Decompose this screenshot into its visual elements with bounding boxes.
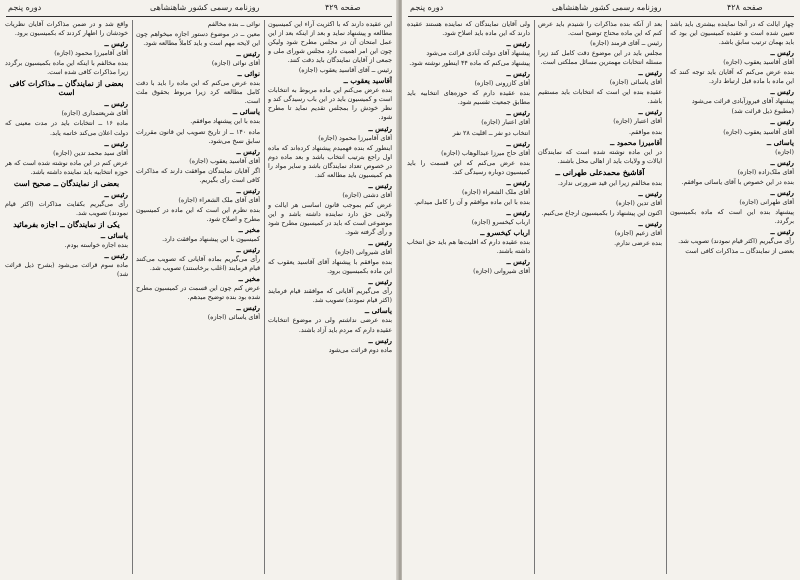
body-paragraph: معین ــ در موضوع دستور اجازه میخواهم چون این لایحه مهم است و باید کاملاً مطالعه شود.: [136, 31, 260, 48]
body-paragraph: بعد از آنکه بنده مذاکرات را شنیدم باید عرض کنم که این ماده محتاج توضیح است.: [538, 21, 662, 38]
body-paragraph: بنده مخالفم زیرا این قید ضرورتی ندارد.: [557, 179, 662, 187]
section-heading: آقاشیخ محمدعلی طهرانی ــ: [555, 167, 645, 177]
body-paragraph: پیشنهاد می‌کنم که ماده ۴۴ اینطور نوشته شود.: [409, 60, 530, 68]
section-heading: بعضی از نمایندگان ــ مذاکرات کافی است: [9, 79, 124, 98]
body-paragraph: بعضی از نمایندگان ــ مذاکرات کافی است: [685, 248, 794, 256]
speaker-label: مخبر ــ: [238, 224, 260, 234]
body-paragraph: بنده موافقم.: [628, 128, 662, 136]
body-paragraph: آقای آقای ملک الشعراء (اجازه): [178, 196, 260, 204]
body-paragraph: عقیده بنده این است که انتخابات باید مستقیم باشد.: [538, 89, 662, 106]
body-paragraph: بنده عرض می‌کنم که این ماده را باید با دقت کامل مطالعه کرد زیرا مربوط بحقوق ملت است.: [136, 80, 260, 106]
speaker-label: مخبر ــ: [238, 274, 260, 284]
speaker-label: رئیس ــ: [506, 138, 530, 148]
body-paragraph: بنده اجازه خواسته بودم.: [64, 242, 128, 250]
body-paragraph: بنده عرضی نداشتم ولی در موضوع انتخابات عقیده دارم که مردم باید آزاد باشند.: [268, 317, 392, 334]
body-paragraph: ماده دوم قرائت می‌شود: [328, 346, 392, 354]
speaker-label: رئیس ــ: [236, 146, 260, 156]
body-paragraph: این عقیده دارند که با اکثریت آراء این کمیسیون مطالعه و پیشنهاد نماید و بعد از اینکه بعد از این عمل امتحان آن در مجلس مطرح شود ولیکن چون این امر اهمیت دارد مجلس شورای ملی و جمعی از آقایان نمایندگان باید دقت کنند.: [268, 21, 392, 65]
speaker-label: رئیس ــ: [770, 48, 794, 58]
speaker-label: رئیس ــ: [104, 251, 128, 261]
body-paragraph: ارباب کیخسرو (اجازه): [471, 218, 530, 226]
speaker-label: رئیس ــ: [236, 185, 260, 195]
speaker-label: نوائی ــ: [237, 69, 260, 79]
body-paragraph: رئیس ــ آقای آقاسید یعقوب (اجازه): [298, 67, 392, 75]
speaker-label: رئیس ــ: [236, 49, 260, 59]
speaker-label: رئیس ــ: [506, 207, 530, 217]
body-paragraph: آقای آقاسید یعقوب (اجازه): [189, 157, 260, 165]
body-paragraph: ماده ۱۶ ــ انتخابات باید در مدت معینی که دولت اعلان می‌کند خاتمه یابد.: [5, 120, 128, 137]
body-paragraph: اگر آقایان نمایندگان موافقت دارند که مذاکرات کافی است رأی بگیریم.: [136, 167, 260, 184]
body-paragraph: آقای شریعتمداری (اجازه): [61, 110, 128, 118]
speaker-label: رئیس ــ: [770, 87, 794, 97]
body-paragraph: آقای یاسائی (اجازه): [609, 79, 662, 87]
body-paragraph: ماده سوم قرائت می‌شود (بشرح ذیل قرائت شد): [5, 262, 128, 279]
body-paragraph: آقای آقاسید یعقوب (اجازه): [723, 128, 794, 136]
column-divider: [534, 20, 535, 574]
body-paragraph: بنده عرضی ندارم.: [614, 240, 662, 248]
left-column-left: [5, 20, 128, 576]
body-paragraph: بنده عرض می‌کنم که آقایان باید توجه کنند که این ماده با ماده قبل ارتباط دارد.: [670, 69, 794, 86]
speaker-label: رئیس ــ: [104, 39, 128, 49]
right-column-left: [407, 20, 530, 576]
column-divider: [666, 20, 667, 574]
body-paragraph: آقای حاج میرزا عبدالوهاب (اجازه): [441, 149, 530, 157]
speaker-label: رئیس ــ: [104, 138, 128, 148]
body-paragraph: آقای طهرانی (اجازه): [739, 198, 794, 206]
body-paragraph: آقای تدین (اجازه): [615, 199, 662, 207]
left-header-session: دوره پنجم: [8, 3, 42, 12]
body-paragraph: بنده عرض می‌کنم که این قسمت را باید کمیسیون دوباره رسیدگی کند.: [407, 159, 530, 176]
body-paragraph: بنده عرض می‌کنم این ماده مربوط به انتخابات است و کمیسیون باید در این باب رسیدگی کند و نظر خودش را بمجلس تقدیم نماید تا مطرح شود.: [268, 87, 392, 122]
speaker-label: رئیس ــ: [506, 39, 530, 49]
left-header-title: روزنامه رسمی کشور شاهنشاهی: [150, 3, 260, 12]
body-paragraph: واقع شد و در ضمن مذاکرات آقایان نظریات خودشان را اظهار کردند که بکمیسیون برود.: [5, 21, 128, 38]
body-paragraph: آقای اعتبار (اجازه): [481, 119, 530, 127]
body-paragraph: آقای آقامیرزا محمود (اجازه): [54, 50, 128, 58]
body-paragraph: آقای دشتی (اجازه): [342, 191, 392, 199]
speaker-label: رئیس ــ: [638, 218, 662, 228]
speaker-label: رئیس ــ: [638, 68, 662, 78]
body-paragraph: بنده عقیده دارم که حوزه‌های انتخابیه باید مطابق جمعیت تقسیم شود.: [407, 90, 530, 107]
right-column-right: [670, 20, 794, 576]
body-paragraph: عرض کنم در این ماده نوشته شده است که هر حوزه انتخابیه باید نماینده داشته باشد.: [5, 159, 128, 176]
speaker-label: یاسائی ــ: [766, 137, 794, 147]
speaker-label: رئیس ــ: [770, 117, 794, 127]
body-paragraph: چهار ایالت که در آنجا نماینده بیشتری باید باشد تعیین شده است و عقیده کمیسیون این بود که باید بهمان ترتیب سابق باشد.: [670, 21, 794, 47]
body-paragraph: آقای نوائی (اجازه): [211, 60, 260, 68]
speaker-label: رئیس ــ: [236, 245, 260, 255]
left-header-page-number: صفحه ۴۲۹: [325, 3, 361, 12]
left-header-rule: [6, 16, 392, 17]
body-paragraph: آقای یاسائی (اجازه): [207, 314, 260, 322]
body-paragraph: پیشنهاد بنده این است که ماده بکمیسیون برگردد.: [670, 208, 794, 225]
left-column-middle: [136, 20, 260, 576]
left-column-right: [268, 20, 392, 576]
speaker-label: یاسائی ــ: [232, 107, 260, 117]
speaker-label: رئیس ــ: [506, 177, 530, 187]
body-paragraph: کمیسیون با این پیشنهاد موافقت دارد.: [162, 236, 260, 244]
speaker-label: رئیس ــ: [638, 188, 662, 198]
right-header-session: دوره پنجم: [410, 3, 444, 12]
speaker-label: یاسائی ــ: [100, 230, 128, 240]
body-paragraph: رأی می‌گیریم آقایانی که موافقند قیام فرمایند (اکثر قیام نمودند) تصویب شد.: [268, 288, 392, 305]
speaker-label: رئیس ــ: [368, 277, 392, 287]
right-page: [402, 0, 800, 580]
body-paragraph: نوائی ــ بنده مخالفم: [207, 21, 260, 28]
body-paragraph: پیشنهاد آقای دولت آبادی قرائت می‌شود: [426, 50, 530, 58]
column-divider: [132, 20, 133, 574]
body-paragraph: رأی می‌گیریم بکفایت مذاکرات (اکثر قیام نمودند) تصویب شد.: [5, 200, 128, 217]
body-paragraph: اکنون این پیشنهاد را بکمیسیون ارجاع می‌کنیم.: [541, 209, 662, 217]
speaker-label: رئیس ــ: [770, 226, 794, 236]
speaker-label: رئیس ــ: [506, 108, 530, 118]
right-header-rule: [408, 16, 794, 17]
body-paragraph: (مطبوع ذیل قرائت شد): [731, 108, 794, 116]
speaker-label: رئیس ــ: [104, 99, 128, 109]
section-heading: یکی از نمایندگان ــ اجازه بفرمائید: [13, 219, 120, 229]
body-paragraph: آقای شیروانی (اجازه): [473, 268, 530, 276]
body-paragraph: رأی می‌گیریم (اکثر قیام نمودند) تصویب شد.: [678, 238, 794, 246]
body-paragraph: آقای سید محمد تدین (اجازه): [53, 149, 128, 157]
body-paragraph: عرض کنم چون این قسمت در کمیسیون مطرح شده بود بنده توضیح میدهم.: [136, 285, 260, 302]
body-paragraph: آقای آقاسید یعقوب (اجازه): [723, 59, 794, 67]
speaker-label: رئیس ــ: [506, 257, 530, 267]
body-paragraph: در این ماده نوشته شده است که نمایندگان ایالات و ولایات باید از اهالی محل باشند.: [538, 148, 662, 165]
body-paragraph: آقای زعیم (اجازه): [614, 229, 662, 237]
body-paragraph: رئیس ــ آقای فرمند (اجازه): [590, 40, 662, 48]
speaker-label: رئیس ــ: [368, 180, 392, 190]
body-paragraph: آقای آقامیرزا محمود (اجازه): [318, 134, 392, 142]
body-paragraph: رأی می‌گیریم بماده آقایانی که تصویب می‌کنند قیام فرمایند (اغلب برخاستند) تصویب شد.: [136, 256, 260, 273]
speaker-label: رئیس ــ: [638, 107, 662, 117]
speaker-label: آقامیرزا محمود ــ: [610, 137, 662, 147]
body-paragraph: آقای ملک الشعراء (اجازه): [461, 188, 530, 196]
body-paragraph: ماده ۱۴۰ ــ از تاریخ تصویب این قانون مقررات سابق نسخ می‌شود.: [136, 128, 260, 145]
speaker-label: رئیس ــ: [104, 189, 128, 199]
speaker-label: رئیس ــ: [236, 303, 260, 313]
body-paragraph: آقای ملک‌زاده (اجازه): [737, 168, 794, 176]
body-paragraph: آقای اعتبار (اجازه): [613, 118, 662, 126]
body-paragraph: بنده عقیده دارم که اقلیت‌ها هم باید حق انتخاب داشته باشند.: [407, 239, 530, 256]
section-heading: بعضی از نمایندگان ــ صحیح است: [13, 178, 120, 188]
speaker-label: رئیس ــ: [506, 69, 530, 79]
speaker-label: یاسائی ــ: [364, 306, 392, 316]
body-paragraph: بنده موافقم با پیشنهاد آقای آقاسید یعقوب که این ماده بکمیسیون برود.: [268, 259, 392, 276]
body-paragraph: بنده نظرم این است که این ماده در کمیسیون مطرح و اصلاح شود.: [136, 206, 260, 223]
body-paragraph: آقای شیروانی (اجازه): [335, 249, 392, 257]
body-paragraph: ولی آقایان نمایندگان که نماینده هستند عقیده دارند که این ماده باید اصلاح شود.: [407, 21, 530, 38]
speaker-label: ارباب کیخسرو ــ: [480, 227, 530, 237]
body-paragraph: بنده با این ماده موافقم و آن را کامل میدانم.: [414, 198, 530, 206]
body-paragraph: عرض کنم بموجب قانون اساسی هر ایالت و ولایتی حق دارد نماینده داشته باشد و این موضوعی است که باید در کمیسیون مطرح شود و رأی گرفته شود.: [268, 201, 392, 237]
speaker-label: رئیس ــ: [770, 157, 794, 167]
left-page: [0, 0, 398, 580]
speaker-label: رئیس ــ: [770, 187, 794, 197]
body-paragraph: بنده با این پیشنهاد موافقم.: [190, 118, 260, 126]
right-header-page-number: صفحه ۴۲۸: [727, 3, 763, 12]
column-divider: [264, 20, 265, 574]
body-paragraph: اینطور که بنده فهمیدم پیشنهاد کرده‌اند که ماده اول راجع بترتیب انتخاب باشد و بعد ماده دوم در خصوص تعداد نمایندگان باشد و سایر مواد را هم کمیسیون باید مطالعه کند.: [268, 144, 392, 179]
body-paragraph: انتخاب دو نفر ــ اقلیت ۲۸ نفر: [452, 129, 530, 137]
speaker-label: رئیس ــ: [368, 238, 392, 248]
speaker-label: رئیس ــ: [368, 123, 392, 133]
body-paragraph: پیشنهاد آقای فیروزآبادی قرائت می‌شود: [691, 98, 794, 106]
body-paragraph: بنده مخالفم با اینکه این ماده بکمیسیون برگردد زیرا مذاکرات کافی شده است.: [5, 60, 128, 77]
right-header-title: روزنامه رسمی کشور شاهنشاهی: [552, 3, 662, 12]
speaker-label: آقاسید یعقوب ــ: [343, 76, 392, 86]
body-paragraph: مجلس باید در این موضوع دقت کامل کند زیرا مسئله انتخابات مهمترین مسائل مملکتی است.: [538, 50, 662, 67]
body-paragraph: آقای کازرونی (اجازه): [474, 80, 530, 88]
body-paragraph: بنده در این خصوص با آقای یاسائی موافقم.: [681, 178, 794, 186]
body-paragraph: (اجازه): [775, 148, 794, 156]
right-column-middle: [538, 20, 662, 576]
speaker-label: رئیس ــ: [368, 335, 392, 345]
